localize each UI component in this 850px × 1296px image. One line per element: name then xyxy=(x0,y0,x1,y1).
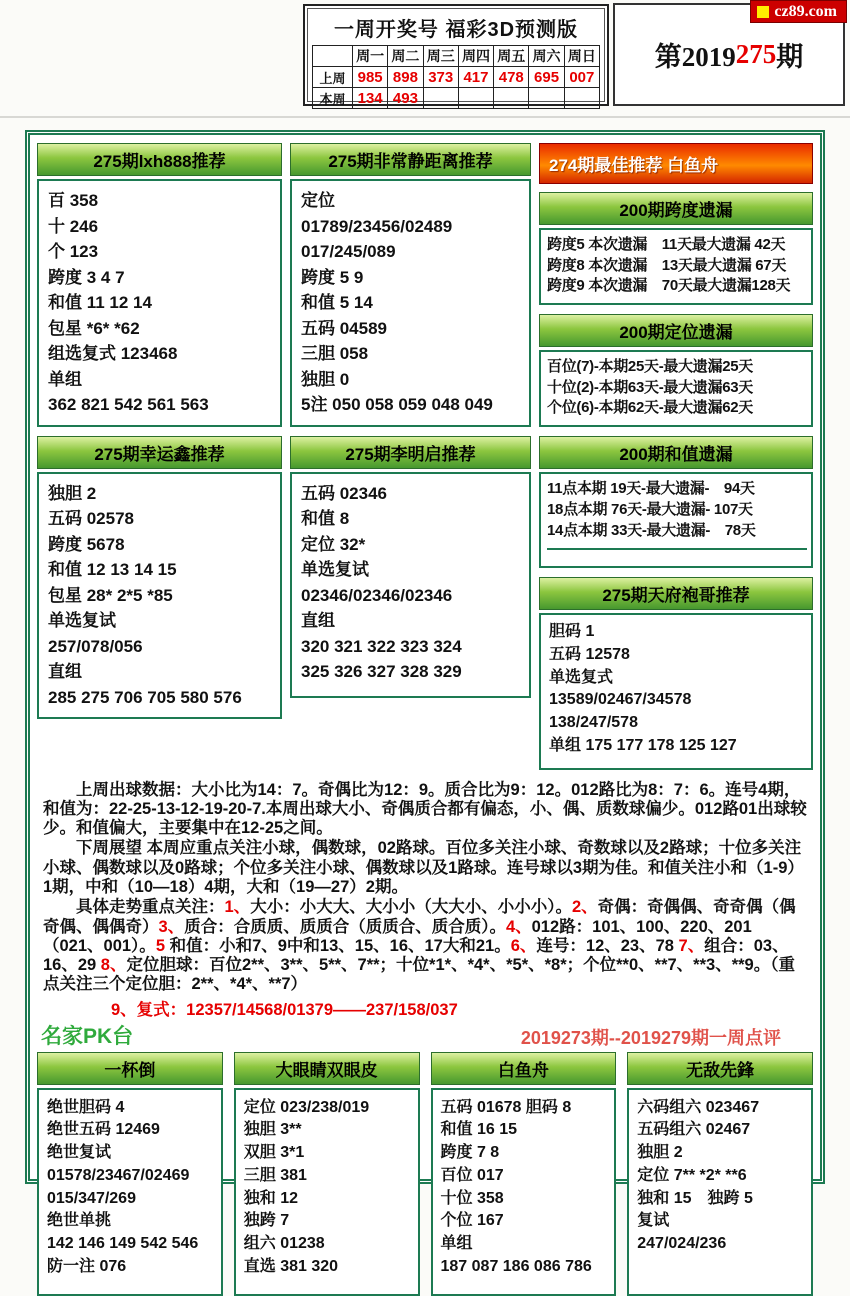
text-line: 14点本期 33天-最大遗漏- 78天 xyxy=(547,521,807,551)
text-line: 五码 02578 xyxy=(48,509,134,528)
text-line: 单选复试 xyxy=(301,560,369,579)
box-title: 275期幸运鑫推荐 xyxy=(37,436,282,469)
week-table-title: 一周开奖号 福彩3D预测版 xyxy=(333,19,579,41)
week-table xyxy=(312,45,600,109)
text-line: 5注 050 058 059 048 049 xyxy=(301,395,493,414)
draw-value xyxy=(423,88,458,109)
text-line: 独跨 7 xyxy=(243,1212,290,1230)
text-line: 独胆 2 xyxy=(48,483,97,503)
day-header: 周六 xyxy=(529,46,564,67)
text-line: 跨度5 本次遗漏 11天最大遗漏 42天 xyxy=(547,236,786,253)
text-line: 独胆 3** xyxy=(243,1121,302,1139)
text-line: 六码组六 023467 xyxy=(637,1098,760,1116)
yellow-square-icon xyxy=(757,6,769,18)
text-line: 01789/23456/02489 xyxy=(301,216,453,236)
pk-header-row xyxy=(41,1020,809,1050)
text-line: 13589/02467/34578 xyxy=(549,691,692,709)
box-body xyxy=(234,1088,420,1296)
text-line: 百位(7)-本期25天-最大遗漏25天 xyxy=(547,358,753,376)
text-line: 组六 01238 xyxy=(243,1235,325,1253)
text-line: 胆码 1 xyxy=(549,623,595,641)
analysis-text: 和值：小和7、9中和13、15、16、17大和21。 xyxy=(165,936,511,955)
text-line: 142 146 149 542 546 xyxy=(47,1235,199,1253)
text-line: 单组 xyxy=(48,369,82,389)
text-line: 十位(2)-本期63天-最大遗漏63天 xyxy=(547,378,753,396)
analysis-text: 大小：小大大、大小小（大大小、小小小）。 xyxy=(250,898,572,917)
recommendation-box-feichangjingjuli xyxy=(290,143,531,427)
box-body xyxy=(539,472,813,568)
box-title: 白鱼舟 xyxy=(431,1052,617,1085)
text-line: 个位(6)-本期62天-最大遗漏62天 xyxy=(547,399,753,417)
day-header: 周日 xyxy=(564,46,599,67)
box-body xyxy=(290,179,531,427)
text-line: 定位 7** *2* **6 xyxy=(637,1166,747,1184)
this-week-row xyxy=(313,88,600,109)
row-label: 本周 xyxy=(313,88,353,109)
box-body xyxy=(431,1088,617,1296)
pk-boxes-row xyxy=(37,1052,813,1296)
right-column xyxy=(539,143,813,779)
analysis-paragraph-focus xyxy=(43,898,807,994)
box-body xyxy=(37,1088,223,1296)
corner-cell xyxy=(313,46,353,67)
text-line: 独胆 0 xyxy=(301,369,350,389)
text-line: 绝世五码 12469 xyxy=(47,1121,160,1139)
draw-value: 007 xyxy=(564,67,599,88)
analysis-text: 具体走势重点关注： xyxy=(76,898,225,917)
text-line: 三胆 058 xyxy=(301,344,369,363)
text-line: 单组 xyxy=(440,1235,473,1253)
sum-omission-box xyxy=(539,436,813,568)
box-body xyxy=(539,228,813,305)
site-link-banner[interactable] xyxy=(750,0,847,23)
draw-value xyxy=(494,88,529,109)
draw-value xyxy=(458,88,493,109)
analysis-text: 连号：12、23、78 xyxy=(536,936,679,955)
day-header: 周三 xyxy=(423,46,458,67)
weekly-analysis xyxy=(43,781,807,995)
span-omission-box xyxy=(539,192,813,305)
text-line: 定位 32* xyxy=(301,534,366,554)
issue-suffix: 期 xyxy=(776,42,804,72)
draw-value xyxy=(564,88,599,109)
position-omission-box xyxy=(539,314,813,427)
text-line: 定位 xyxy=(301,191,335,210)
week-draw-box-inner xyxy=(307,8,605,107)
pk-box-wudixianfeng xyxy=(627,1052,813,1296)
box-title: 200期定位遗漏 xyxy=(539,314,813,347)
header-divider xyxy=(0,116,850,118)
recommendation-box-lxh888 xyxy=(37,143,282,427)
text-line: 11点本期 19天-最大遗漏- 94天 xyxy=(547,480,755,498)
text-line: 百 358 xyxy=(48,191,99,210)
text-line: 和值 16 15 xyxy=(440,1121,517,1139)
text-line: 直组 xyxy=(48,662,82,681)
highlight-number: 6、 xyxy=(510,936,537,955)
text-line: 跨度 5 9 xyxy=(301,267,364,287)
analysis-text: 定位胆球：百位2**、3**、5**、7**；十位*1*、*4*、*5*、*8*；个位**0、**7、**3、**9。（重点关注三个定位胆：2**、*4*、**7） xyxy=(43,956,795,994)
text-line: 285 275 706 705 580 576 xyxy=(48,687,242,707)
text-line: 十 246 xyxy=(48,216,99,236)
issue-number: 275 xyxy=(735,39,777,69)
fushi-recommendation-line: 9、复式：12357/14568/01379——237/158/037 xyxy=(111,1000,458,1019)
text-line: 320 321 322 323 324 xyxy=(301,636,462,656)
highlight-number: 2、 xyxy=(571,898,598,917)
box-body xyxy=(539,350,813,427)
box-body xyxy=(627,1088,813,1296)
text-line: 绝世胆码 4 xyxy=(47,1098,125,1116)
text-line: 独和 15 独跨 5 xyxy=(637,1189,753,1207)
box-title: 275期李明启推荐 xyxy=(290,436,531,469)
pk-stage-title: 名家PK台 xyxy=(41,1024,134,1048)
text-line: 325 326 327 328 329 xyxy=(301,662,462,681)
text-line: 直组 xyxy=(301,611,335,630)
text-line: 和值 5 14 xyxy=(301,293,373,312)
draw-value: 898 xyxy=(388,67,423,88)
analysis-text: 质合：合质质、质质合（质质合、质合质）。 xyxy=(184,917,506,936)
box-body xyxy=(37,472,282,720)
text-line: 定位 023/238/019 xyxy=(243,1098,370,1116)
highlight-number: 1、 xyxy=(224,898,251,917)
recommendation-columns xyxy=(37,143,813,779)
analysis-paragraph-outlook: 下周展望 本周应重点关注小球，偶数球，02路球。百位多关注小球、奇数球以及2路球；十位多关注小球、偶数球以及0路球；个位多关注小球、偶数球以及1路球。连号球以3期为佳。和值关注小和（1-9）1期，中和（10—18）4期，大和（19—27）2期。 xyxy=(43,839,804,896)
text-line: 跨度 5678 xyxy=(48,534,125,554)
recommendation-box-limingqi xyxy=(290,436,531,698)
text-line: 防一注 076 xyxy=(47,1257,127,1275)
draw-value: 417 xyxy=(458,67,493,88)
text-line: 三胆 381 xyxy=(243,1166,307,1184)
pk-box-yibeidao xyxy=(37,1052,223,1296)
text-line: 单组 175 177 178 125 127 xyxy=(549,736,737,754)
text-line: 跨度8 本次遗漏 13天最大遗漏 67天 xyxy=(547,256,787,274)
draw-value: 493 xyxy=(388,88,423,109)
text-line: 跨度 3 4 7 xyxy=(48,267,125,287)
text-line: 包星 28* 2*5 *85 xyxy=(48,585,173,605)
box-body xyxy=(539,613,813,769)
text-line: 和值 12 13 14 15 xyxy=(48,560,177,579)
issue-prefix: 第2019 xyxy=(654,42,736,72)
day-header: 周一 xyxy=(353,46,388,67)
text-line: 18点本期 76天-最大遗漏- 107天 xyxy=(547,500,753,518)
draw-value: 373 xyxy=(423,67,458,88)
week-draw-box xyxy=(303,4,609,106)
highlight-number: 5 xyxy=(155,936,165,955)
text-line: 包星 *6* *62 xyxy=(48,318,140,338)
text-line: 绝世单挑 xyxy=(47,1212,112,1230)
middle-column xyxy=(290,143,531,779)
text-line: 单选复试 xyxy=(48,611,116,630)
text-line: 五码 04589 xyxy=(301,318,387,338)
day-header: 周五 xyxy=(494,46,529,67)
box-body xyxy=(290,472,531,698)
week-table-header-row xyxy=(313,46,600,67)
draw-value xyxy=(529,88,564,109)
analysis-paragraph-lastweek: 上周出球数据：大小比为14：7。奇偶比为12：9。质合比为9：12。012路比为8：7：6。连号4期，和值为：22-25-13-12-19-20-7.本周出球大小、奇偶质合都有偏态，小、偶、质数球偏少。012路01出球较少。和值偏大，主要集中在12-25之间。 xyxy=(43,780,807,838)
text-line: 单选复式 xyxy=(549,668,614,686)
left-column xyxy=(37,143,282,779)
text-line: 独和 12 xyxy=(243,1189,298,1207)
highlight-number: 7、 xyxy=(678,936,705,955)
recommendation-box-xingyunxin xyxy=(37,436,282,720)
pk-box-dayanjing xyxy=(234,1052,420,1296)
highlight-number: 8、 xyxy=(100,956,127,975)
text-line: 十位 358 xyxy=(440,1189,504,1207)
text-line: 组选复式 123468 xyxy=(48,344,178,363)
day-header: 周四 xyxy=(458,46,493,67)
box-title: 200期跨度遗漏 xyxy=(539,192,813,225)
text-line: 015/347/269 xyxy=(47,1189,136,1207)
text-line: 绝世复试 xyxy=(47,1144,112,1162)
day-header: 周二 xyxy=(388,46,423,67)
text-line: 02346/02346/02346 xyxy=(301,585,453,605)
main-board xyxy=(25,130,825,1275)
highlight-number: 4、 xyxy=(505,917,532,936)
best-recommendation-banner: 274期最佳推荐 白鱼舟 xyxy=(539,143,813,184)
text-line: 双胆 3*1 xyxy=(243,1144,305,1162)
recommendation-box-tianfupaoge xyxy=(539,577,813,769)
box-title: 275期lxh888推荐 xyxy=(37,143,282,176)
text-line: 017/245/089 xyxy=(301,242,396,261)
analysis-text: 012路：101、100、220、201（021、001）。 xyxy=(43,917,752,955)
text-line: 百位 017 xyxy=(440,1166,504,1184)
highlight-number: 3、 xyxy=(158,917,185,936)
text-line: 五码 12578 xyxy=(549,645,630,663)
text-line: 独胆 2 xyxy=(637,1144,683,1162)
text-line: 138/247/578 xyxy=(549,714,638,732)
text-line: 362 821 542 561 563 xyxy=(48,395,209,414)
text-line: 257/078/056 xyxy=(48,636,143,656)
last-week-row xyxy=(313,67,600,88)
analysis-text: 奇偶：奇偶偶、奇奇偶（偶奇偶、偶偶奇） xyxy=(43,898,796,936)
text-line: 个 123 xyxy=(48,242,99,261)
text-line: 五码 02346 xyxy=(301,483,387,503)
draw-value: 985 xyxy=(353,67,388,88)
box-title: 275期天府袍哥推荐 xyxy=(539,577,813,610)
text-line: 247/024/236 xyxy=(637,1235,727,1253)
box-title: 200期和值遗漏 xyxy=(539,436,813,469)
text-line: 直选 381 320 xyxy=(243,1257,339,1275)
pk-box-baiyuzhou xyxy=(431,1052,617,1296)
box-body xyxy=(37,179,282,427)
box-title: 大眼睛双眼皮 xyxy=(234,1052,420,1085)
box-title: 275期非常静距离推荐 xyxy=(290,143,531,176)
text-line: 五码 01678 胆码 8 xyxy=(440,1098,572,1116)
draw-value: 478 xyxy=(494,67,529,88)
draw-value: 695 xyxy=(529,67,564,88)
text-line: 和值 8 xyxy=(301,509,350,528)
text-line: 01578/23467/02469 xyxy=(47,1166,190,1184)
text-line: 复试 xyxy=(637,1212,670,1230)
text-line: 个位 167 xyxy=(440,1212,504,1230)
text-line: 五码组六 02467 xyxy=(637,1121,751,1139)
text-line: 跨度9 本次遗漏 70天最大遗漏128天 xyxy=(547,277,791,295)
row-label: 上周 xyxy=(313,67,353,88)
analysis-text: 组合：03、16、29 xyxy=(43,936,789,975)
review-period-label: 2019273期--2019279期一周点评 xyxy=(520,1027,781,1048)
text-line: 和值 11 12 14 xyxy=(48,293,152,312)
box-title: 一杯倒 xyxy=(37,1052,223,1085)
box-title: 无敌先鋒 xyxy=(627,1052,813,1085)
draw-value: 134 xyxy=(353,88,388,109)
text-line: 跨度 7 8 xyxy=(440,1144,500,1162)
text-line: 187 087 186 086 786 xyxy=(440,1257,592,1275)
site-link-text: cz89.com xyxy=(774,2,837,20)
